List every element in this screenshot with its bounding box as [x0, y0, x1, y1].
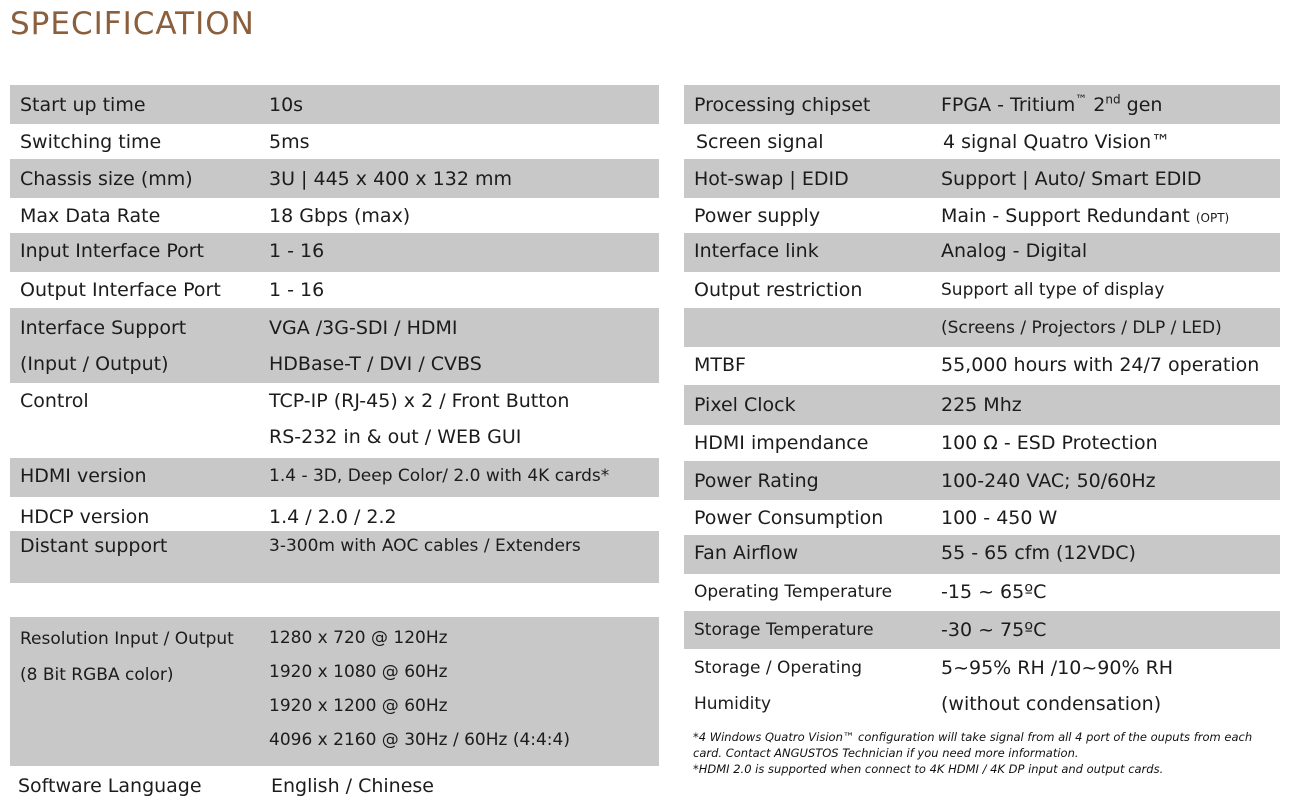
spec-value	[941, 87, 1162, 123]
spec-label-line: Interface Support	[20, 317, 187, 339]
spec-value: 5ms	[269, 131, 310, 153]
spec-value: -30 ~ 75ºC	[941, 619, 1047, 641]
spec-value-line: RS-232 in & out / WEB GUI	[269, 426, 522, 448]
spec-label: Storage Temperature	[694, 620, 874, 640]
spec-label: Operating Temperature	[694, 582, 893, 602]
value-part: gen	[1120, 94, 1163, 116]
spec-value-line: 1280 x 720 @ 120Hz	[269, 628, 448, 648]
spec-row	[10, 458, 659, 497]
spec-row	[10, 272, 659, 308]
spec-row	[10, 383, 659, 458]
spec-label	[20, 310, 186, 382]
spec-value-line: (without condensation)	[941, 693, 1162, 715]
spec-row	[10, 198, 659, 233]
footnote: *4 Windows Quatro Vision™ configuration will take signal from all 4 port of the ouputs from each card. Contact ANGUSTOS Technician if you need more information.	[693, 730, 1253, 760]
spec-value	[269, 621, 570, 757]
spec-value: 3-300m with AOC cables / Extenders	[269, 536, 581, 556]
spec-value: 1 - 16	[269, 279, 325, 301]
spec-value	[269, 383, 569, 455]
spec-row	[684, 500, 1280, 535]
spec-row	[10, 233, 659, 272]
spec-label: HDMI version	[20, 465, 147, 487]
trademark-mark: ™	[1075, 92, 1088, 107]
ordinal-suffix: nd	[1105, 92, 1121, 107]
spec-value: 1 - 16	[269, 240, 325, 262]
spec-value-line: VGA /3G-SDI / HDMI	[269, 317, 458, 339]
spec-value: -15 ~ 65ºC	[941, 581, 1047, 603]
spec-value-line: 4096 x 2160 @ 30Hz / 60Hz (4:4:4)	[269, 730, 570, 750]
spec-label	[20, 621, 234, 693]
spec-row	[684, 649, 1280, 723]
value-part: (OPT)	[1195, 211, 1230, 225]
spec-row	[684, 535, 1280, 574]
spec-value: 18 Gbps (max)	[269, 205, 411, 227]
spec-label: Control	[20, 390, 89, 412]
spec-value	[941, 198, 1229, 236]
spec-label: Fan Airflow	[694, 542, 799, 564]
spec-label-line: Resolution Input / Output	[20, 629, 234, 649]
spec-label: Hot-swap | EDID	[694, 168, 849, 190]
spec-value: Support all type of display	[941, 280, 1165, 300]
spec-value	[941, 650, 1173, 722]
spec-row	[684, 347, 1280, 385]
spec-row	[684, 574, 1280, 611]
spec-label: Power Consumption	[694, 507, 884, 529]
spec-value: 1.4 / 2.0 / 2.2	[269, 506, 397, 528]
spacer	[10, 583, 659, 617]
spec-label: Start up time	[20, 94, 146, 116]
spec-value	[269, 310, 482, 382]
spec-row	[684, 425, 1280, 461]
spec-row	[10, 85, 659, 124]
spec-value: English / Chinese	[271, 775, 434, 797]
spec-table-left	[10, 85, 659, 806]
spec-label-line: Humidity	[694, 694, 772, 714]
footnote: *HDMI 2.0 is supported when connect to 4K HDMI / 4K DP input and output cards.	[693, 762, 1164, 776]
page-title: SPECIFICATION	[10, 6, 255, 42]
spec-value: 100 Ω - ESD Protection	[941, 432, 1158, 454]
spec-label-line: (8 Bit RGBA color)	[20, 665, 174, 685]
spec-label: Screen signal	[696, 131, 824, 153]
spec-label: HDCP version	[20, 506, 150, 528]
spec-label: Distant support	[20, 535, 168, 557]
spec-label: Output Interface Port	[20, 279, 221, 301]
spec-value: 100-240 VAC; 50/60Hz	[941, 470, 1156, 492]
spec-value: 55 - 65 cfm (12VDC)	[941, 542, 1136, 564]
spec-label: MTBF	[694, 354, 746, 376]
spec-value: Support | Auto/ Smart EDID	[941, 168, 1202, 190]
spec-label: Processing chipset	[694, 94, 871, 116]
spec-row	[684, 461, 1280, 500]
spec-label: Pixel Clock	[694, 394, 796, 416]
spec-value-line: 5~95% RH /10~90% RH	[941, 657, 1174, 679]
spec-row	[684, 272, 1280, 308]
spec-row	[684, 385, 1280, 425]
spec-value-line: HDBase-T / DVI / CVBS	[269, 353, 482, 375]
spec-value: 100 - 450 W	[941, 507, 1058, 529]
spec-row	[684, 159, 1280, 198]
spec-label: Output restriction	[694, 279, 863, 301]
spec-row	[10, 159, 659, 198]
spec-row	[684, 308, 1280, 347]
spec-value: 225 Mhz	[941, 394, 1022, 416]
spec-row	[684, 198, 1280, 233]
spec-row	[10, 497, 659, 531]
spec-value-line: 1920 x 1080 @ 60Hz	[269, 662, 448, 682]
spec-value-line: 1920 x 1200 @ 60Hz	[269, 696, 448, 716]
spec-row	[10, 766, 659, 806]
spec-value: (Screens / Projectors / DLP / LED)	[941, 318, 1222, 338]
spec-label: Power supply	[694, 205, 821, 227]
spec-row	[684, 124, 1280, 159]
spec-label: Max Data Rate	[20, 205, 161, 227]
spec-label: Interface link	[694, 240, 819, 262]
spec-row	[10, 124, 659, 159]
spec-label-line: (Input / Output)	[20, 353, 169, 375]
value-part: FPGA - Tritium	[941, 94, 1076, 116]
spec-row	[684, 611, 1280, 649]
spec-label-line: Storage / Operating	[694, 658, 863, 678]
spec-label: Input Interface Port	[20, 240, 205, 262]
value-part: Main - Support Redundant	[941, 205, 1196, 227]
spec-row	[10, 308, 659, 383]
spec-value: 4 signal Quatro Vision™	[943, 131, 1171, 153]
spec-row	[684, 85, 1280, 124]
spec-value: 55,000 hours with 24/7 operation	[941, 354, 1260, 376]
spec-label: Power Rating	[694, 470, 819, 492]
spec-label: HDMI impendance	[694, 432, 869, 454]
spec-row	[10, 617, 659, 766]
spec-value: Analog - Digital	[941, 240, 1088, 262]
spec-label: Switching time	[20, 131, 162, 153]
spec-label	[694, 650, 862, 722]
spec-value: 10s	[269, 94, 304, 116]
value-part: 2	[1087, 94, 1106, 116]
spec-value-line: TCP-IP (RJ-45) x 2 / Front Button	[269, 390, 570, 412]
spec-label: Software Language	[18, 775, 202, 797]
spec-row	[10, 531, 659, 583]
spec-table-right	[684, 85, 1280, 723]
spec-row	[684, 233, 1280, 272]
spec-value: 3U | 445 x 400 x 132 mm	[269, 168, 512, 190]
footnotes	[693, 729, 1283, 777]
spec-label: Chassis size (mm)	[20, 168, 193, 190]
spec-value: 1.4 - 3D, Deep Color/ 2.0 with 4K cards*	[269, 466, 610, 486]
